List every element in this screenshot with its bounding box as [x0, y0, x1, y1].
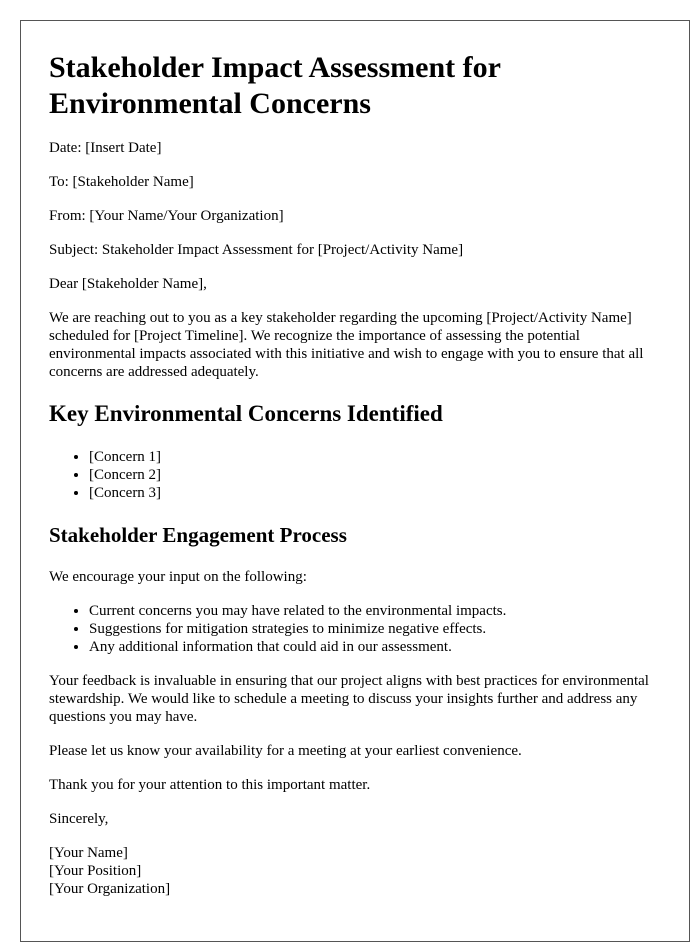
engagement-intro: We encourage your input on the following:	[49, 569, 307, 585]
concerns-list	[49, 448, 661, 502]
signature-name: [Your Name]	[49, 845, 128, 861]
signature-block	[49, 844, 661, 898]
date-line: Date: [Insert Date]	[49, 140, 162, 156]
concerns-heading: Key Environmental Concerns Identified	[49, 401, 443, 426]
list-item: • Any additional information that could aid in our assessment.	[89, 638, 661, 656]
availability-paragraph: Please let us know your availability for a meeting at your earliest convenience.	[49, 743, 522, 759]
feedback-paragraph: Your feedback is invaluable in ensuring that our project aligns with best practices for environmental stewardship. We would like to schedule a meeting to discuss your insights further and address any questions you may have.	[49, 673, 649, 725]
salutation: Dear [Stakeholder Name],	[49, 276, 207, 292]
document-title: Stakeholder Impact Assessment for Environmental Concerns	[49, 51, 501, 120]
intro-paragraph: We are reaching out to you as a key stakeholder regarding the upcoming [Project/Activity Name] scheduled for [Project Timeline]. We recognize the importance of assessing the potential environmental impacts associated with this initiative and wish to engage with you to ensure that all concerns are addressed adequately.	[49, 310, 644, 380]
letter-page	[20, 20, 690, 942]
list-item: • Suggestions for mitigation strategies to minimize negative effects.	[89, 620, 661, 638]
engagement-list	[49, 602, 661, 656]
signature-position: [Your Position]	[49, 863, 142, 879]
list-item: • [Concern 2]	[89, 466, 661, 484]
closing: Sincerely,	[49, 811, 109, 827]
subject-line: Subject: Stakeholder Impact Assessment for [Project/Activity Name]	[49, 242, 464, 258]
list-item: • [Concern 3]	[89, 484, 661, 502]
signature-organization: [Your Organization]	[49, 881, 171, 897]
from-line: From: [Your Name/Your Organization]	[49, 208, 284, 224]
list-item: • [Concern 1]	[89, 448, 661, 466]
list-item: • Current concerns you may have related to the environmental impacts.	[89, 602, 661, 620]
engagement-heading: Stakeholder Engagement Process	[49, 523, 347, 547]
thanks-paragraph: Thank you for your attention to this important matter.	[49, 777, 371, 793]
to-line: To: [Stakeholder Name]	[49, 174, 194, 190]
